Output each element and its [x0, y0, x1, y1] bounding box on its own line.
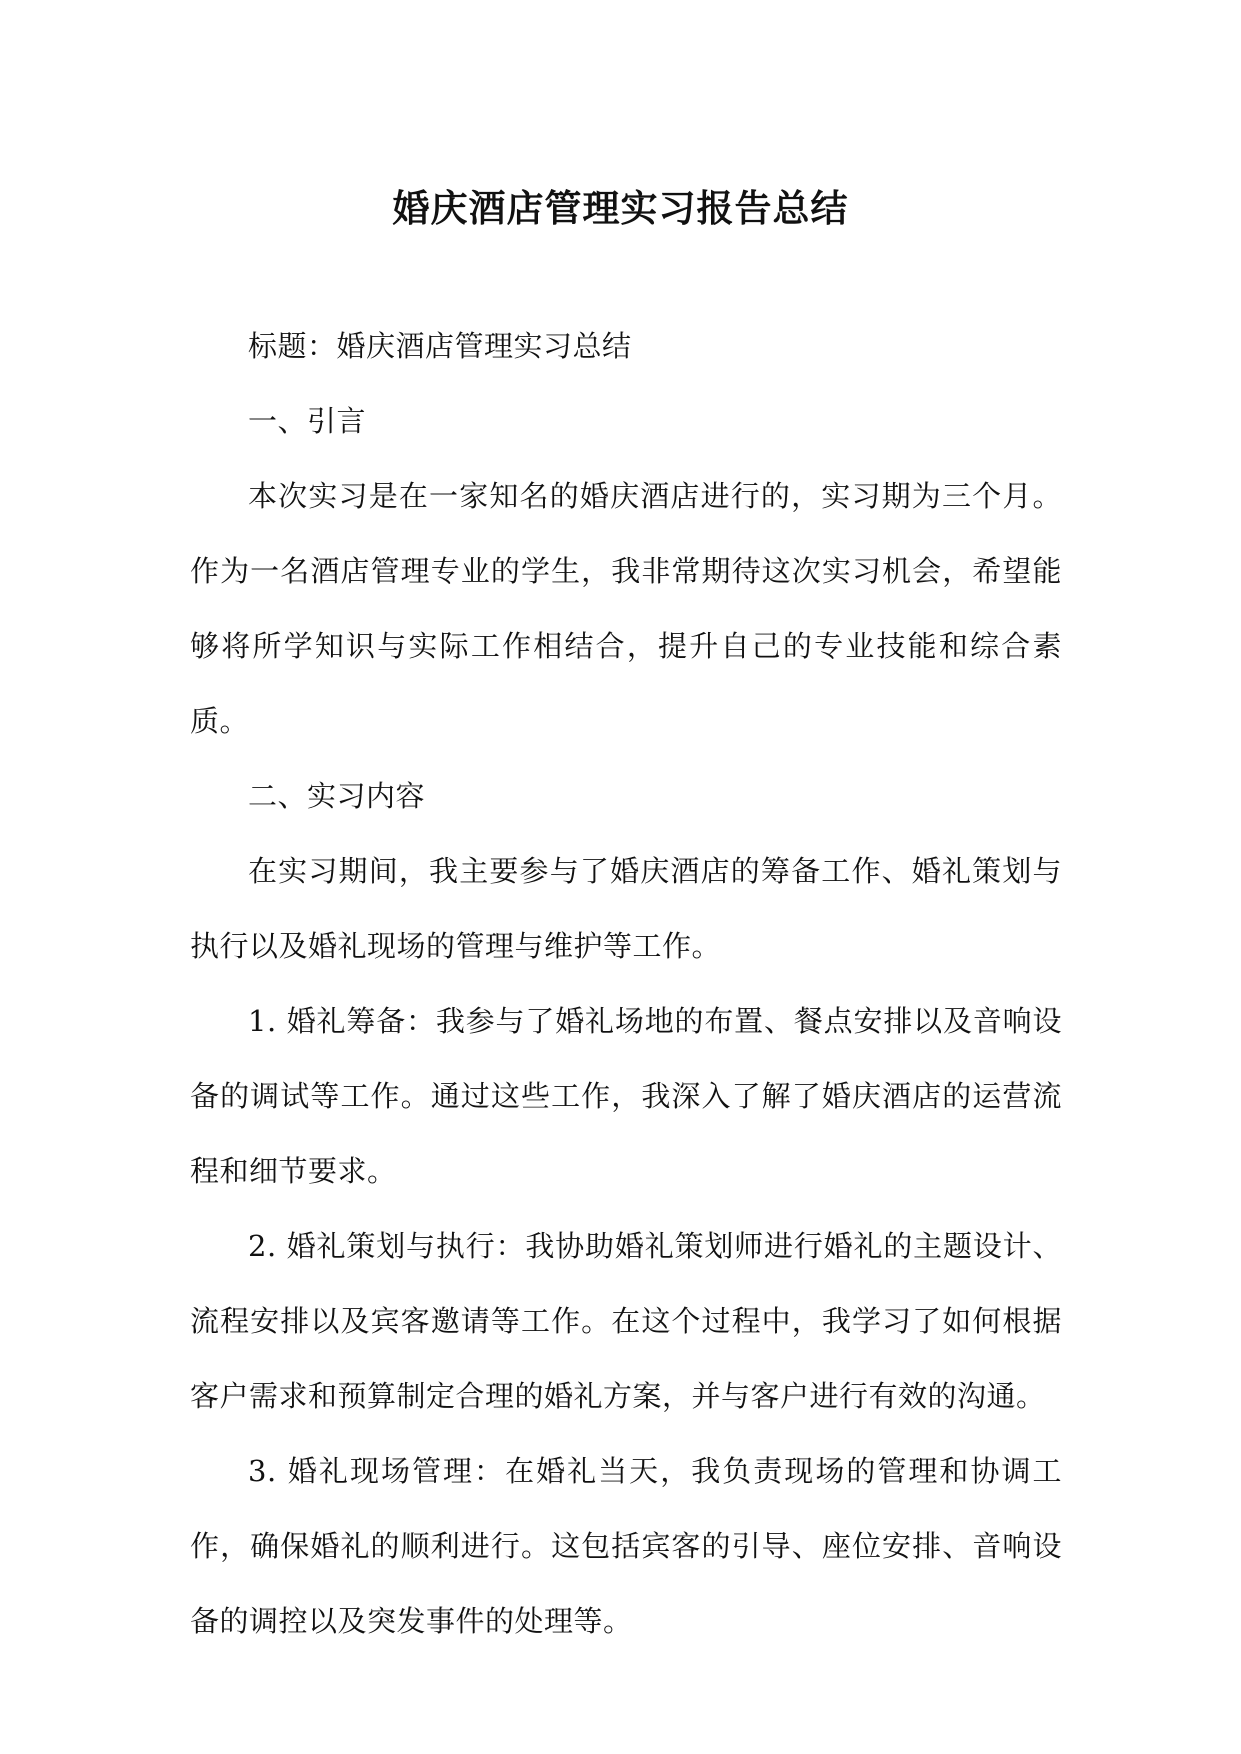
document-title: 婚庆酒店管理实习报告总结: [392, 186, 849, 230]
paragraph-introduction: 本次实习是在一家知名的婚庆酒店进行的，实习期为三个月。作为一名酒店管理专业的学生，我非常期待这次实习机会，希望能够将所学知识与实际工作相结合，提升自己的专业技能和综合素质。: [190, 479, 1062, 738]
heading-introduction: 一、引言: [248, 404, 367, 438]
heading-internship-content: 二、实习内容: [248, 779, 426, 813]
list-item-wedding-onsite-management: 3. 婚礼现场管理：在婚礼当天，我负责现场的管理和协调工作，确保婚礼的顺利进行。这包括宾客的引导、座位安排、音响设备的调控以及突发事件的处理等。: [190, 1454, 1062, 1638]
list-item-wedding-planning: 2. 婚礼策划与执行：我协助婚礼策划师进行婚礼的主题设计、流程安排以及宾客邀请等工作。在这个过程中，我学习了如何根据客户需求和预算制定合理的婚礼方案，并与客户进行有效的沟通。: [190, 1229, 1062, 1413]
document-body: [190, 309, 1062, 1659]
paragraph-internship-overview: 在实习期间，我主要参与了婚庆酒店的筹备工作、婚礼策划与执行以及婚礼现场的管理与维护等工作。: [190, 854, 1062, 963]
paragraph-subject: 标题：婚庆酒店管理实习总结: [248, 329, 632, 363]
list-item-wedding-preparation: 1. 婚礼筹备：我参与了婚礼场地的布置、餐点安排以及音响设备的调试等工作。通过这些工作，我深入了解了婚庆酒店的运营流程和细节要求。: [190, 1004, 1062, 1188]
